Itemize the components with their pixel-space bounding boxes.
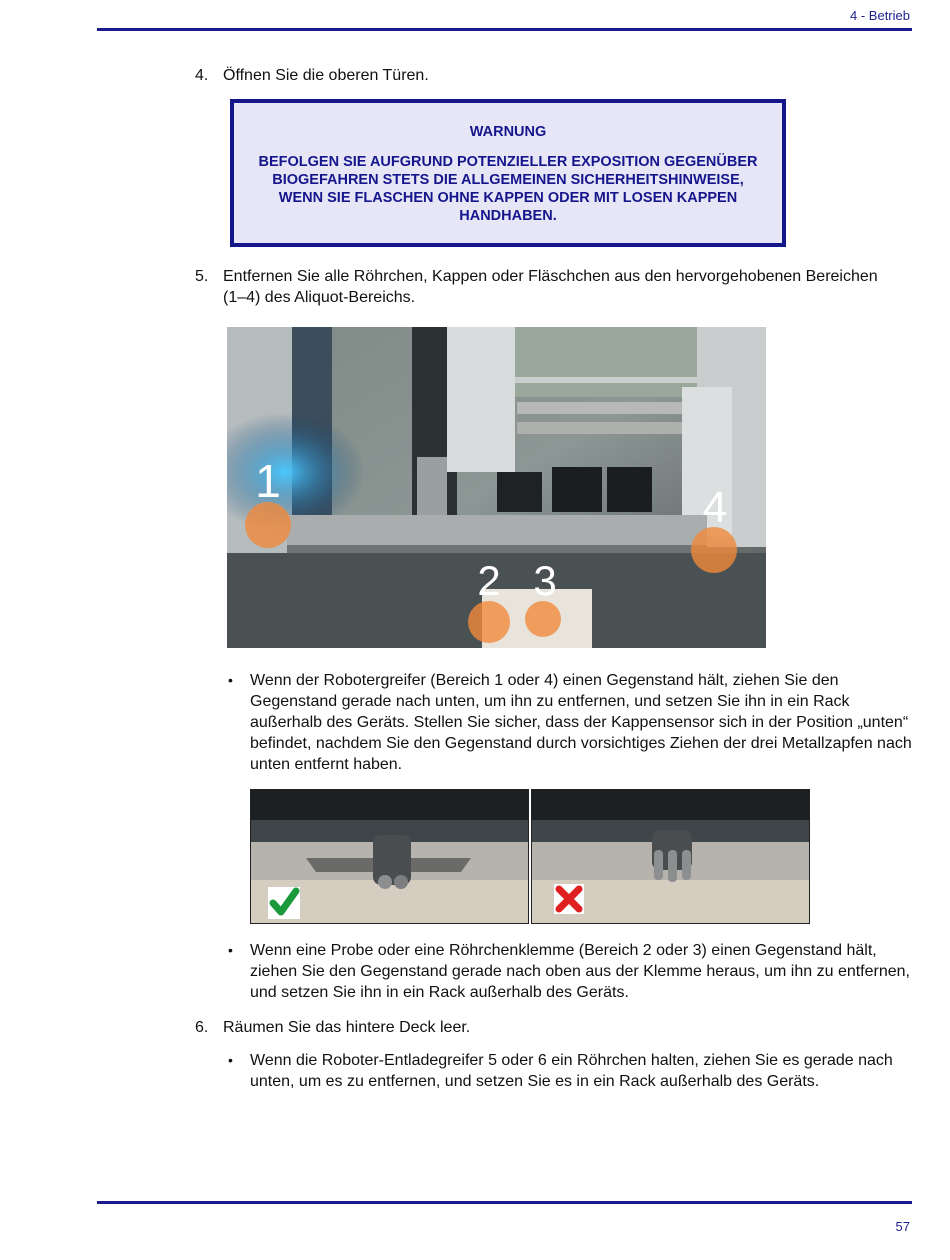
bullet-text: Wenn eine Probe oder eine Röhrchenklemme (Bereich 2 oder 3) einen Gegenstand hält, ziehen Sie den Gegenstand gerade nach oben aus der Klemme heraus, um ihn zu entfernen, und setzen Sie ihn in ein Rack außerhalb des Geräts. [250,942,910,1001]
aliquot-area-photo [227,327,766,648]
bullet-dot: • [228,1052,233,1068]
gripper-incorrect-photo [531,789,810,924]
area-label-1: 1 [255,455,281,507]
chapter-header: 4 - Betrieb [850,8,910,23]
bullet-text: Wenn der Robotergreifer (Bereich 1 oder 4) einen Gegenstand hält, ziehen Sie den Gegenstand gerade nach unten, um ihn zu entfernen, und setzen Sie ihn in ein Rack außerhalb des Geräts. Stellen Sie sicher, dass der Kappensensor sich in der Position „unten“ befindet, nachdem Sie den Gegenstand durch vorsichtiges Ziehen der drei Metallzapfen nach unten entfernt haben. [250,672,912,773]
warning-box [230,99,786,247]
gripper-correct-photo [250,789,529,924]
area-label-2: 2 [477,557,501,604]
step-text: Räumen Sie das hintere Deck leer. [223,1019,471,1036]
area-label-3: 3 [533,557,557,604]
step-text: Entfernen Sie alle Röhrchen, Kappen oder Fläschchen aus den hervorgehobenen Bereichen (1–4) des Aliquot-Bereichs. [223,268,878,306]
check-icon [268,887,300,919]
page-number: 57 [895,1219,910,1234]
area-label-4: 4 [702,483,728,532]
header-rule [97,28,912,31]
warning-title: WARNUNG [469,124,547,140]
warning-body: BEFOLGEN SIE AUFGRUND POTENZIELLER EXPOSITION GEGENÜBER BIOGEFAHREN STETS DIE ALLGEMEINEN SICHERHEITSHINWEISE, WENN SIE FLASCHEN OHNE KAPPEN ODER MIT LOSEN KAPPEN HANDHABEN. [258,154,758,224]
bullet-dot: • [228,942,233,958]
bullet-text: Wenn die Roboter-Entladegreifer 5 oder 6 ein Röhrchen halten, ziehen Sie es gerade nach unten, um es zu entfernen, und setzen Sie es in ein Rack außerhalb des Geräts. [250,1052,893,1090]
step-number: 4. [195,67,209,84]
step-number: 5. [195,268,209,285]
cross-icon [554,884,584,914]
bullet-dot: • [228,672,233,688]
footer-rule [97,1201,912,1204]
step-number: 6. [195,1019,209,1036]
step-text: Öffnen Sie die oberen Türen. [223,67,429,84]
